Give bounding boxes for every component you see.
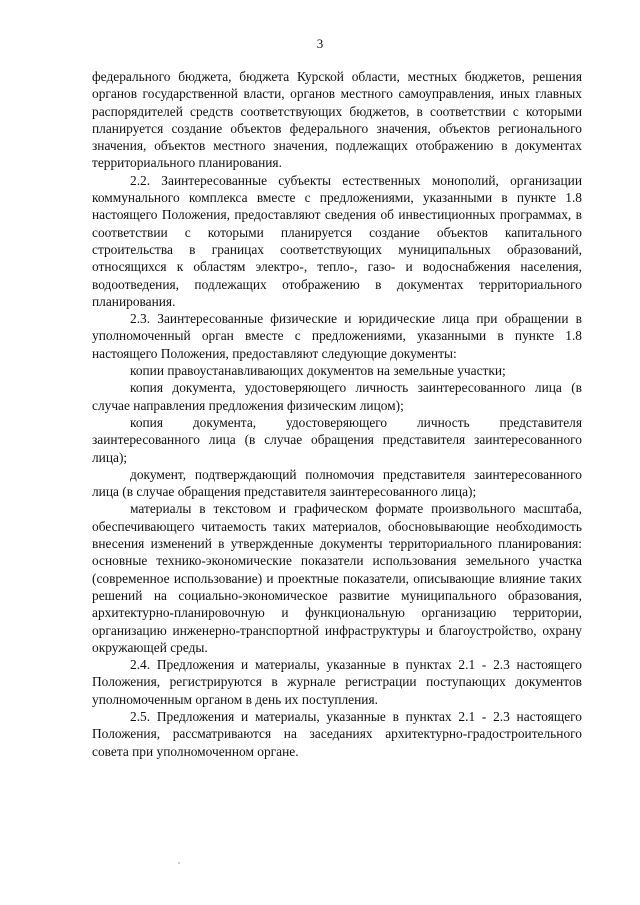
list-item-identity-copy: копия документа, удостоверяющего личность заинтересованного лица (в случае направления предложения физическим лицом); bbox=[92, 380, 582, 413]
paragraph-continuation: федерального бюджета, бюджета Курской области, местных бюджетов, решения органов государственной власти, органов местного самоуправления, иных главных распорядителей средств соответствующих бюджетов, в соответствии с которыми планируется создание объектов федерального значения, объектов регионального значения, объектов местного значения, подлежащих отображению в документах территориального планирования. bbox=[92, 69, 582, 171]
scan-speck bbox=[178, 862, 180, 864]
list-item-materials: материалы в текстовом и графическом формате произвольного масштаба, обеспечивающего читаемость таких материалов, обосновывающие необходимость внесения изменений в утвержденные документы территориального планирования: основные технико-экономические показатели использования земельного участка (современное использование) и проектные показатели, описывающие влияние таких решений на социально-экономическое развитие муниципального образования, архитектурно-планировочную и функциональную организацию территории, организацию инженерно-транспортной инфраструктуры и благоустройство, охрану окружающей среды. bbox=[92, 501, 582, 655]
document-body bbox=[92, 68, 582, 760]
paragraph-2-2: 2.2. Заинтересованные субъекты естественных монополий, организации коммунального комплекса вместе с предложениями, указанными в пункте 1.8 настоящего Положения, предоставляют сведения об инвестиционных программах, в соответствии с которыми планируется создание объектов капитального строительства в границах соответствующих муниципальных образований, относящихся к областям электро-, тепло-, газо- и водоснабжения населения, водоотведения, подлежащих отображению в документах территориального планирования. bbox=[92, 172, 582, 309]
list-item-authority-document: документ, подтверждающий полномочия представителя заинтересованного лица (в случае обращения представителя заинтересованного лица); bbox=[92, 466, 582, 500]
page-number: 3 bbox=[316, 36, 324, 51]
list-item-representative-identity: копия документа, удостоверяющего личность представителя заинтересованного лица (в случае обращения представителя заинтересованного лица); bbox=[92, 414, 582, 465]
paragraph-2-5: 2.5. Предложения и материалы, указанные в пунктах 2.1 - 2.3 настоящего Положения, рассматриваются на заседаниях архитектурно-градостроительного совета при уполномоченном органе. bbox=[92, 708, 582, 759]
paragraph-2-4: 2.4. Предложения и материалы, указанные в пунктах 2.1 - 2.3 настоящего Положения, регистрируются в журнале регистрации поступающих документов уполномоченным органом в день их поступления. bbox=[92, 657, 582, 707]
list-item-land-documents: копии правоустанавливающих документов на земельные участки; bbox=[130, 363, 506, 379]
paragraph-2-3: 2.3. Заинтересованные физические и юридические лица при обращении в уполномоченный орган вместе с предложениями, указанными в пункте 1.8 настоящего Положения, предоставляют следующие документы: bbox=[92, 311, 582, 361]
